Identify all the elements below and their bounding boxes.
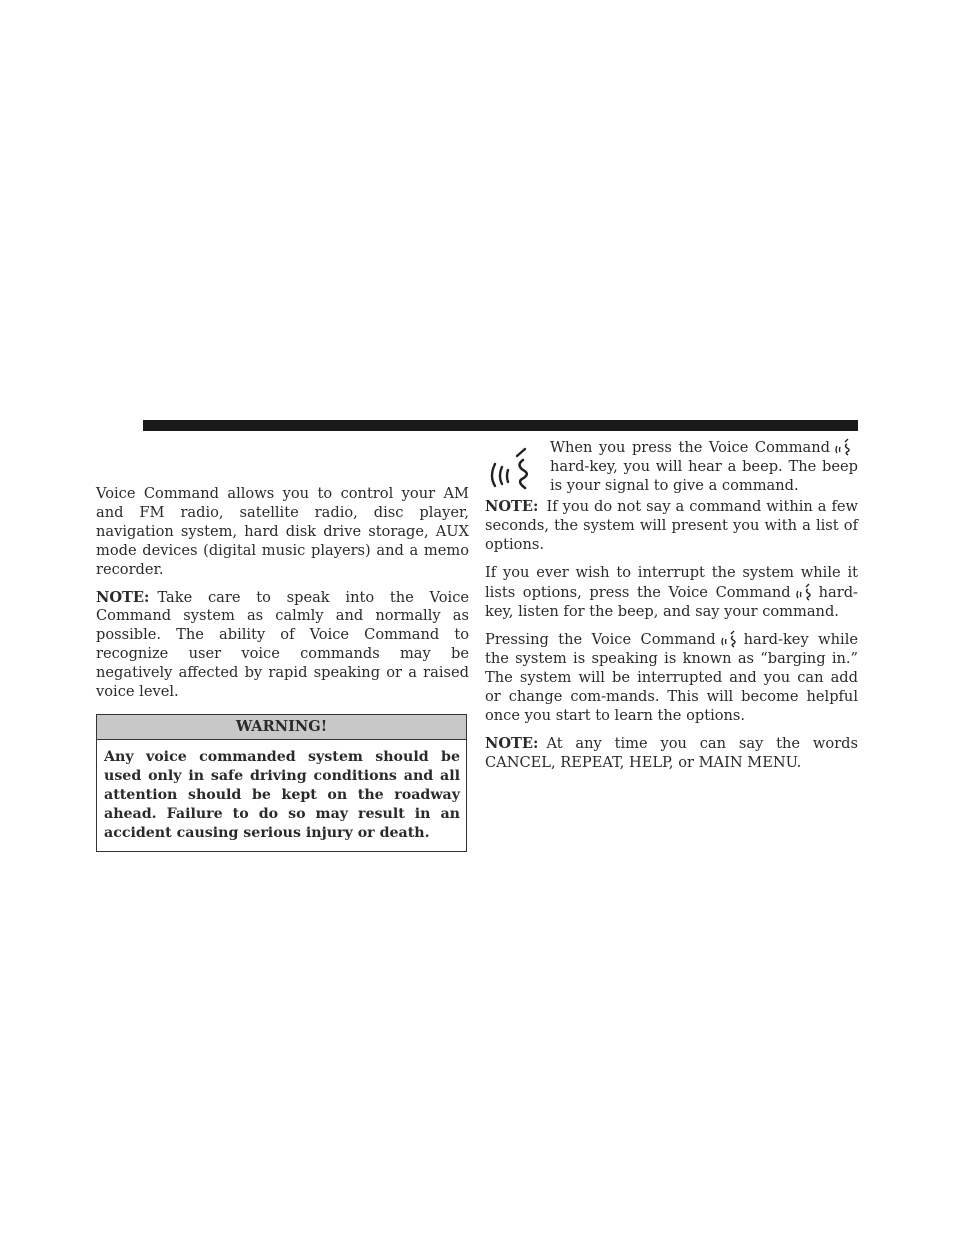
voice-command-icon xyxy=(834,438,854,456)
note-paragraph-3 xyxy=(485,735,858,773)
warning-box xyxy=(96,714,467,852)
note-label: NOTE: xyxy=(485,734,539,752)
para1-after: hard-key, you will hear a beep. The beep is your signal to give a command. xyxy=(550,457,858,494)
note-paragraph-1 xyxy=(96,589,469,702)
note-text: At any time you can say the words CANCEL, REPEAT, HELP, or MAIN MENU. xyxy=(485,734,858,771)
para3-before: Pressing the Voice Command xyxy=(485,631,716,649)
barging-paragraph xyxy=(485,630,858,726)
left-column xyxy=(96,485,469,852)
para3-after: hard-key while the system is speaking is known as “barging in.” The system will be interrupted and you can add or change com-mands. This will become helpful once you start to learn the options. xyxy=(485,631,858,725)
note-paragraph-2 xyxy=(485,498,858,555)
intro-paragraph: Voice Command allows you to control your AM and FM radio, satellite radio, disc player, navigation system, hard disk drive storage, AUX mode devices (digital music players) and a memo recorder. xyxy=(96,485,469,578)
warning-title: WARNING! xyxy=(97,715,466,740)
intro-text xyxy=(550,438,858,496)
note-label: NOTE: xyxy=(96,588,150,606)
voice-command-intro xyxy=(485,438,858,498)
voice-command-icon xyxy=(720,630,740,648)
interrupt-paragraph xyxy=(485,564,858,622)
note-text: If you do not say a command within a few seconds, the system will present you with a list of options. xyxy=(485,498,858,553)
para2-after: hard-key, listen for the beep, and say your command. xyxy=(485,583,858,620)
note-label: NOTE: xyxy=(485,498,539,515)
voice-command-icon xyxy=(487,446,537,494)
note-text: Take care to speak into the Voice Command system as calmly and normally as possible. The ability of Voice Command to recognize user voice commands may be negatively affected by rapid speaking or a raised voice level. xyxy=(96,588,469,701)
right-column xyxy=(485,438,858,782)
para1-before: When you press the Voice Command xyxy=(550,439,830,456)
voice-command-icon xyxy=(795,583,815,601)
para2-before: If you ever wish to interrupt the system while it lists options, press the Voice Command xyxy=(485,563,858,601)
warning-body: Any voice commanded system should be used only in safe driving conditions and all attention should be kept on the roadway ahead. Failure to do so may result in an accident causing serious injury or death. xyxy=(104,748,460,841)
section-rule xyxy=(143,420,858,431)
